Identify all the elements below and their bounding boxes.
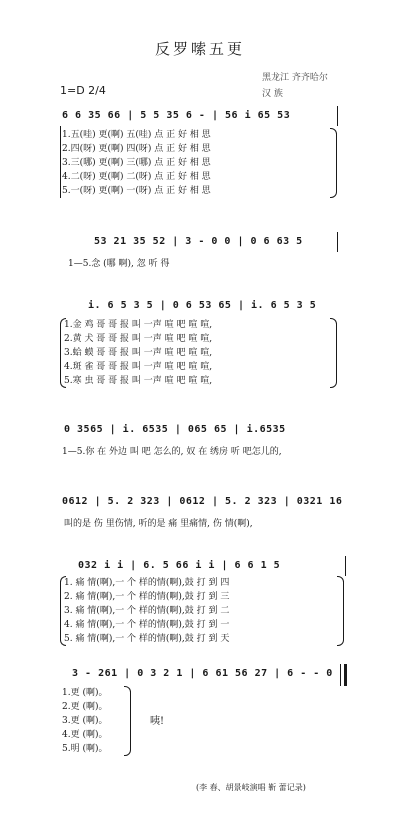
final-barline (344, 664, 347, 686)
barline (345, 556, 346, 576)
score-system-5 (0, 490, 400, 540)
lyric-line: 4.二(呀) 更(啊) 二(呀) 点 正 好 相 思 (62, 172, 211, 182)
lyric-line: 4.更 (啊)。 (62, 730, 108, 740)
lyric-line: 5.寒 虫 哥 哥 报 叫 一声 喧 吧 喧 喧, (64, 376, 213, 386)
lyric-line: 5.一(呀) 更(啊) 一(呀) 点 正 好 相 思 (62, 186, 211, 196)
performer-credit: (李 春、胡景岐演唱 靳 蕾记录) (196, 783, 306, 792)
notation-line: 53 21 35 52 | 3 - 0 0 | 0 6 63 5 (94, 236, 303, 247)
lyric-line: 5.明 (啊)。 (62, 744, 108, 754)
score-system-6 (0, 556, 400, 656)
barline (337, 106, 338, 126)
lyric-line: 1.更 (啊)。 (62, 688, 108, 698)
score-system-3 (0, 296, 400, 396)
notation-line: 0 3565 | i. 6535 | 065 65 | i.6535 (64, 424, 286, 435)
key-signature: 1=D 2/4 (60, 84, 106, 97)
lyric-line: 3.更 (啊)。 (62, 716, 108, 726)
source-region: 黑龙江 齐齐哈尔 (262, 73, 328, 83)
notation-line: 032 i i | 6. 5 66 i i | 6 6 1 5 (78, 560, 281, 571)
notation-line: i. 6 5 3 5 | 0 6 53 65 | i. 6 5 3 5 (88, 300, 317, 311)
notation-line: 3 - 261 | 0 3 2 1 | 6 61 56 27 | 6 - - 0 (72, 668, 333, 679)
lyric-line: 叫的是 伤 里伤情, 听的是 痛 里痛情, 伤 情(啊), (64, 519, 253, 529)
lyric-line: 3.蛤 蟆 哥 哥 报 叫 一声 喧 吧 喧 喧, (64, 348, 213, 358)
score-system-2 (0, 228, 400, 278)
lyric-line: 2.四(呀) 更(啊) 四(呀) 点 正 好 相 思 (62, 144, 211, 154)
song-title: 反罗嗦五更 (154, 40, 245, 58)
lyric-line: 5. 痛 情(啊),一 个 样的情(啊),鼓 打 到 天 (64, 634, 230, 644)
lyric-line: 4.斑 雀 哥 哥 报 叫 一声 喧 吧 喧 喧, (64, 362, 213, 372)
lyric-line: 4. 痛 情(啊),一 个 样的情(啊),鼓 打 到 一 (64, 620, 230, 630)
score-system-4 (0, 418, 400, 468)
barline (337, 232, 338, 252)
verse-brace (330, 318, 337, 388)
lyric-line: 2.更 (啊)。 (62, 702, 108, 712)
lyric-line: 1.五(哇) 更(啊) 五(哇) 点 正 好 相 思 (62, 130, 211, 140)
verse-brace (124, 686, 131, 756)
score-system-7 (0, 662, 400, 762)
lyric-line: 2.黄 犬 哥 哥 报 叫 一声 喧 吧 喧 喧, (64, 334, 213, 344)
lyric-line: 1—5.念 (哪 啊), 忽 听 得 (68, 259, 170, 269)
lyric-line: 3. 痛 情(啊),一 个 样的情(啊),鼓 打 到 二 (64, 606, 230, 616)
notation-line: 0612 | 5. 2 323 | 0612 | 5. 2 323 | 0321 16 (62, 496, 343, 507)
lyric-line: 1.金 鸡 哥 哥 报 叫 一声 喧 吧 喧 喧, (64, 320, 213, 330)
lyric-line: 1. 痛 情(啊),一 个 样的情(啊),鼓 打 到 四 (64, 578, 230, 588)
verse-brace (337, 576, 344, 646)
system-barline (60, 126, 61, 198)
barline (340, 664, 341, 686)
lyric-line: 3.三(哪) 更(啊) 三(哪) 点 正 好 相 思 (62, 158, 211, 168)
notation-line: 6 6 35 66 | 5 5 35 6 - | 56 i 65 53 (62, 110, 291, 121)
ending-shout: 咦! (150, 716, 165, 727)
lyric-line: 2. 痛 情(啊),一 个 样的情(啊),鼓 打 到 三 (64, 592, 230, 602)
source-ethnicity: 汉 族 (262, 89, 283, 99)
verse-brace (330, 128, 337, 198)
score-system-1 (0, 100, 400, 205)
lyric-line: 1—5.你 在 外边 叫 吧 怎么的, 奴 在 绣房 听 吧怎儿的, (62, 447, 282, 457)
